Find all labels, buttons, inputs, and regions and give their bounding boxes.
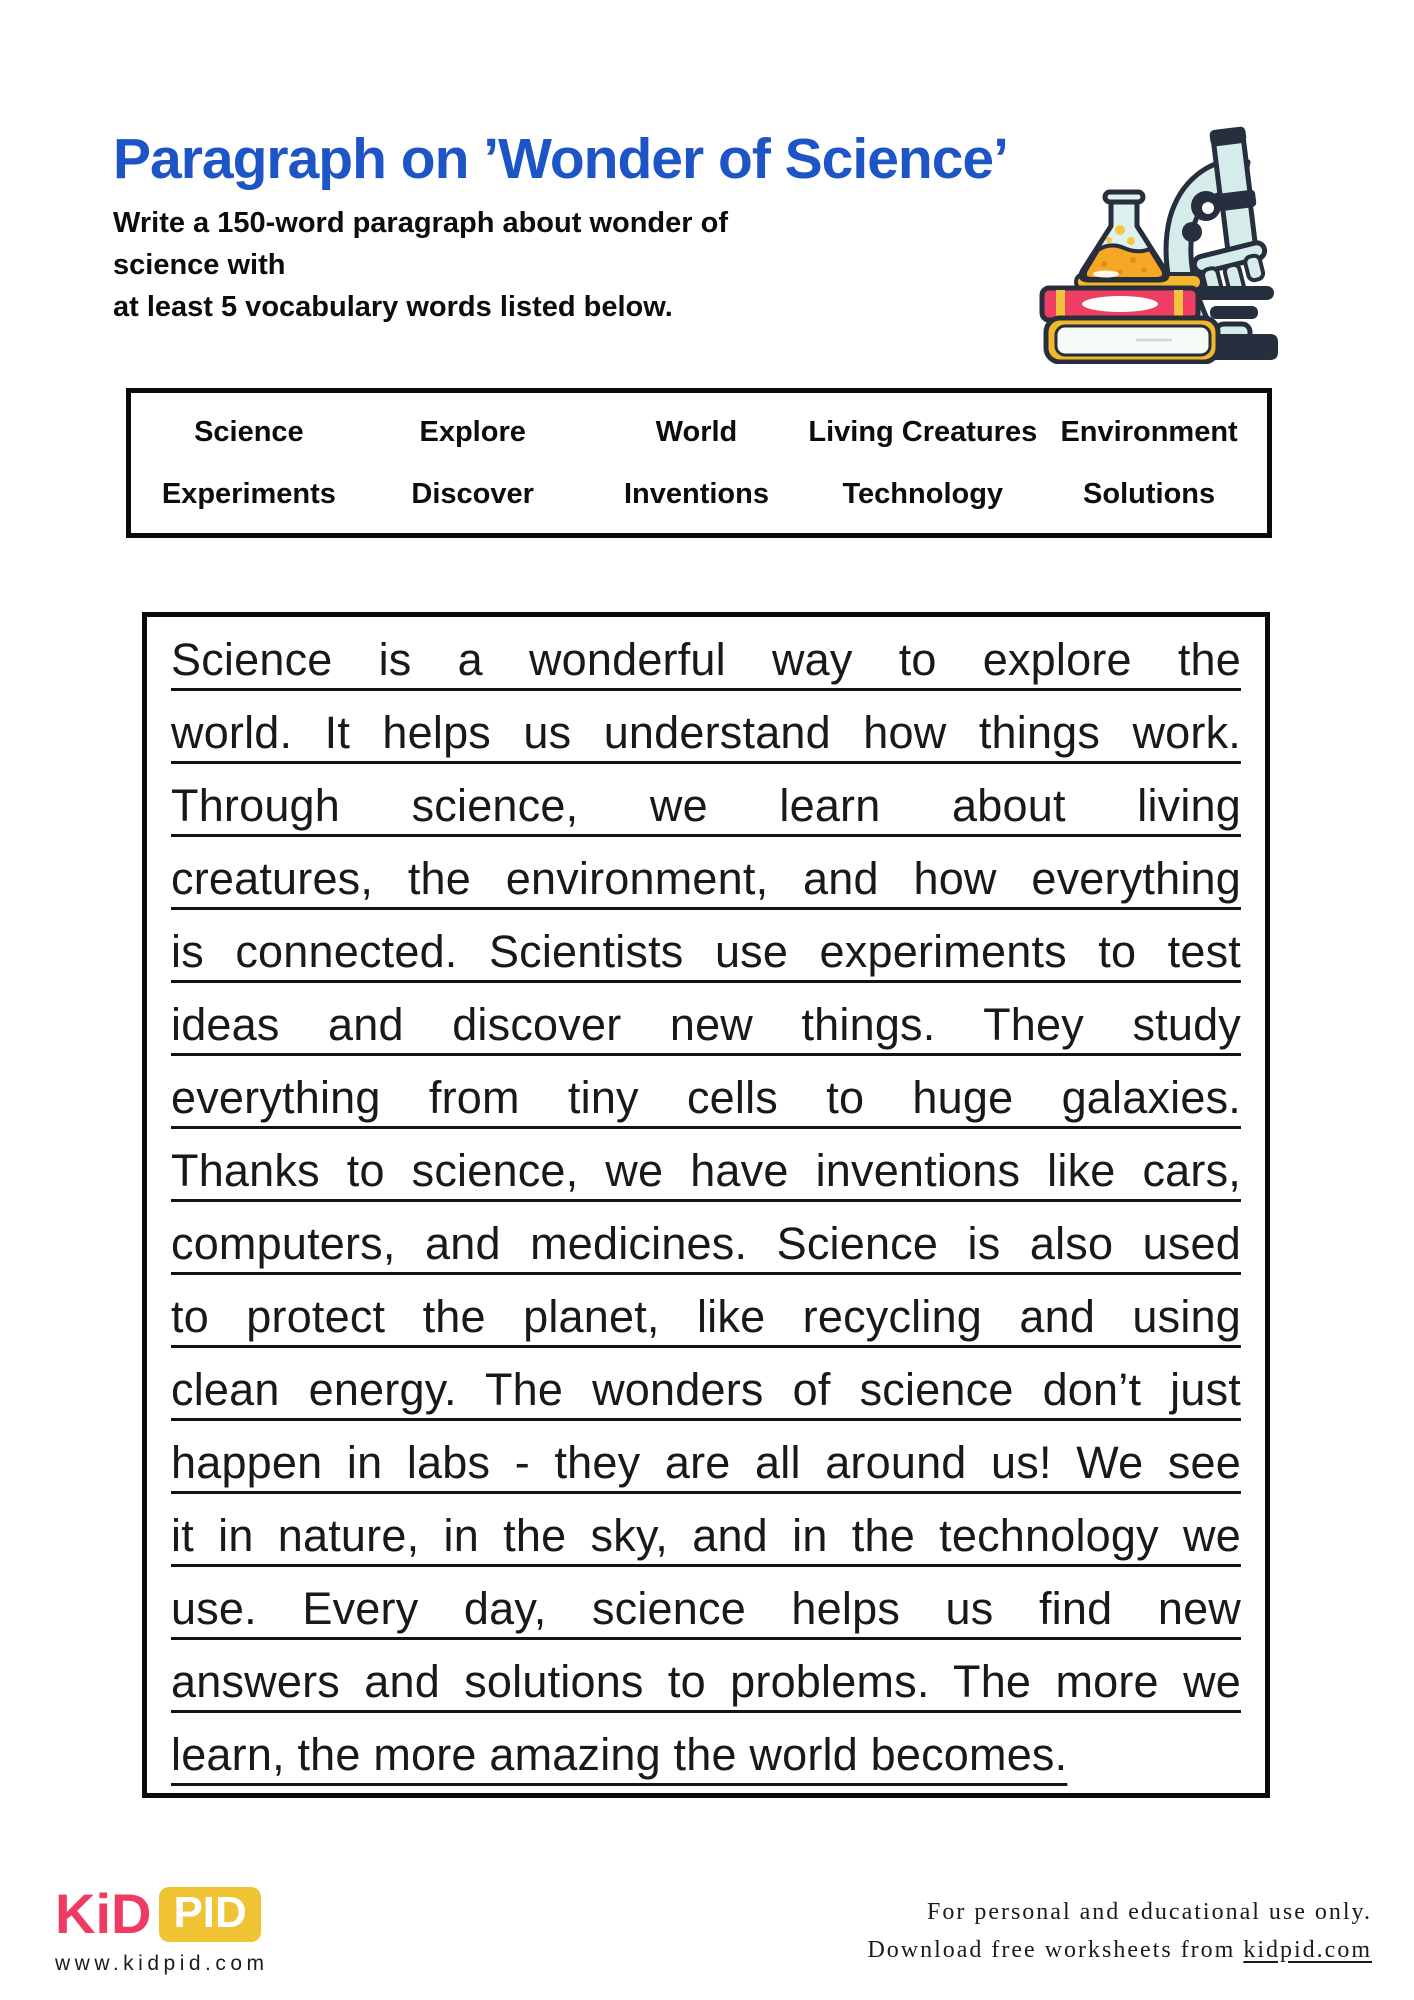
usage-note-line-2 [867,1931,1372,1969]
kidpid-link[interactable]: kidpid.com [1243,1937,1372,1963]
usage-note-line-1: For personal and educational use only. [926,1899,1372,1925]
paragraph-line: to protect the planet, like recycling and using [171,1291,1241,1342]
site-url: www.kidpid.com [55,1952,269,1975]
kidpid-logo [55,1882,261,1945]
paragraph-line: learn, the more amazing the world becomes. [171,1729,1068,1780]
vocab-word-science: Science [194,415,304,448]
paragraph-line: clean energy. The wonders of science don’t just [171,1364,1241,1415]
vocab-word-solutions: Solutions [1083,477,1216,510]
logo-pid-badge: PID [159,1887,260,1942]
vocab-box [126,388,1272,538]
paragraph-line: ideas and discover new things. They study [171,999,1241,1050]
subtitle [113,202,813,328]
vocab-word-inventions: Inventions [623,477,769,510]
paragraph-line: answers and solutions to problems. The more we [171,1656,1241,1707]
vocab-word-discover: Discover [411,477,534,510]
page-title: Paragraph on ’Wonder of Science’ [113,127,1008,191]
subtitle-line-2: at least 5 vocabulary words listed below. [113,291,673,324]
books-icon [1042,274,1218,362]
paragraph-line: it in nature, in the sky, and in the technology we [171,1510,1241,1561]
paragraph-line: world. It helps us understand how things work. [171,707,1241,758]
paragraph-line: is connected. Scientists use experiments to test [171,926,1241,977]
science-illustration-svg [1032,102,1280,364]
paragraph-line: happen in labs - they are all around us! We see [171,1437,1241,1488]
logo-kid-text: KiD [55,1882,152,1945]
download-note-text: Download free worksheets from [867,1937,1244,1963]
vocab-word-environment: Environment [1060,415,1238,448]
science-illustration [1032,102,1280,364]
vocab-word-experiments: Experiments [161,477,336,510]
paragraph-line: everything from tiny cells to huge galaxies. [171,1072,1241,1123]
vocab-word-world: World [655,415,738,448]
paragraph-line: computers, and medicines. Science is also used [171,1218,1241,1269]
paragraph-line: Through science, we learn about living [171,780,1241,831]
subtitle-line-1: Write a 150-word paragraph about wonder of science with [113,207,728,282]
paragraph-line: creatures, the environment, and how everything [171,853,1241,904]
paragraph-box [142,612,1270,1798]
paragraph-line: use. Every day, science helps us find new [171,1583,1241,1634]
vocab-word-living-creatures: Living Creatures [808,415,1038,448]
usage-note [867,1893,1372,1969]
vocab-word-explore: Explore [419,415,526,448]
paragraph-line: Thanks to science, we have inventions like cars, [171,1145,1241,1196]
paragraph-line: Science is a wonderful way to explore the [171,634,1241,685]
vocab-word-technology: Technology [842,477,1004,510]
flask-icon [1081,192,1167,280]
